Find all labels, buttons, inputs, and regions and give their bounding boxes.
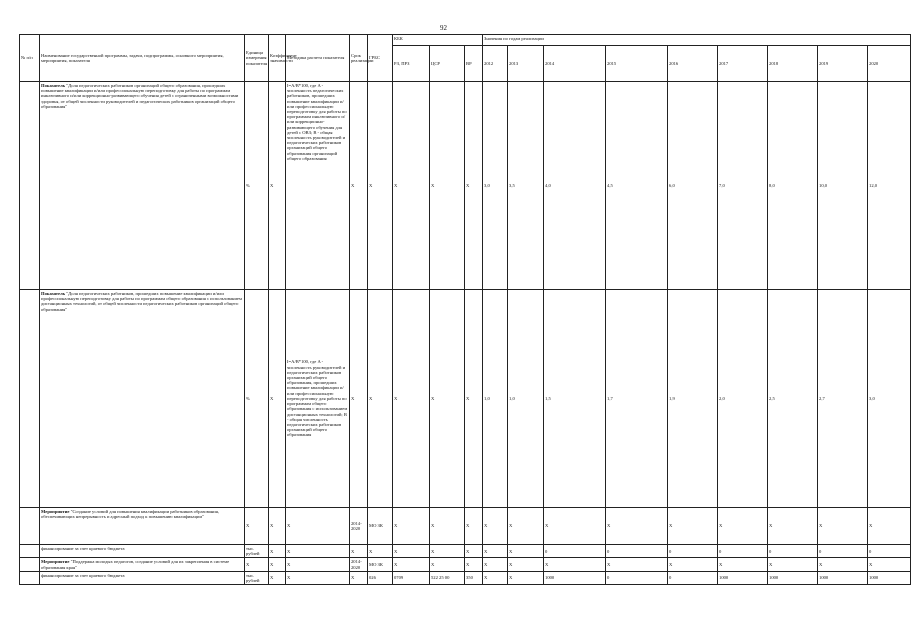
row-value: X	[606, 558, 668, 571]
row-term: 2014-2020	[350, 558, 368, 571]
row-value: 7,0	[718, 82, 768, 290]
header-year: 2012	[483, 46, 508, 82]
row-vr: X	[465, 82, 483, 290]
row-rz: X	[393, 290, 430, 508]
row-value: 2,5	[768, 290, 818, 508]
row-num	[20, 545, 40, 558]
header-num: № п/п	[20, 35, 40, 82]
row-num	[20, 571, 40, 584]
row-value: 0	[768, 545, 818, 558]
row-value: X	[606, 508, 668, 545]
header-unit: Единица измерения показателя	[245, 35, 269, 82]
header-coef: Коэффициент значимости	[269, 35, 286, 82]
row-value: X	[508, 508, 544, 545]
row-value: X	[718, 558, 768, 571]
row-value: 0	[668, 571, 718, 584]
row-name: финансирование за счет краевого бюджета	[40, 571, 245, 584]
row-value: 0	[606, 571, 668, 584]
row-unit: %	[245, 290, 269, 508]
row-vr: X	[465, 290, 483, 508]
row-value: X	[868, 508, 911, 545]
row-value: 3,5	[508, 82, 544, 290]
row-value: X	[483, 545, 508, 558]
row-coef: X	[269, 508, 286, 545]
row-csr: X	[430, 558, 465, 571]
row-name: финансирование за счет краевого бюджета	[40, 545, 245, 558]
header-method: Методика расчета показателя	[286, 35, 350, 82]
row-value: X	[868, 558, 911, 571]
table-row	[20, 571, 911, 584]
row-grbs: X	[368, 545, 393, 558]
row-name: Показатель "Доля педагогических работников, прошедших повышение квалификации и/или профессиональную переподготовку для работы по программам общего образования с использованием дистанционных технологий, от общей численности педагогических работников организаций общего образования"	[40, 290, 245, 508]
row-grbs: 026	[368, 571, 393, 584]
row-value: 0	[544, 545, 606, 558]
row-unit: тыс. рублей	[245, 545, 269, 558]
row-value: X	[483, 508, 508, 545]
row-coef: X	[269, 290, 286, 508]
row-value: X	[768, 558, 818, 571]
row-coef: X	[269, 571, 286, 584]
header-year: 2020	[868, 46, 911, 82]
header-values-title: Значения по годам реализации	[483, 35, 911, 46]
row-rz: 0709	[393, 571, 430, 584]
row-num	[20, 82, 40, 290]
row-term: 2014-2020	[350, 508, 368, 545]
table-row	[20, 508, 911, 545]
header-year: 2016	[668, 46, 718, 82]
row-rz: X	[393, 545, 430, 558]
row-value: 0	[606, 545, 668, 558]
row-value: X	[508, 545, 544, 558]
table-row	[20, 82, 911, 290]
header-kbk: КБК	[393, 35, 483, 46]
row-rz: X	[393, 82, 430, 290]
header-year: 2018	[768, 46, 818, 82]
row-value: X	[483, 558, 508, 571]
header-term: Срок реализации	[350, 35, 368, 82]
row-value: X	[544, 508, 606, 545]
row-value: 1,7	[606, 290, 668, 508]
row-num	[20, 508, 40, 545]
row-vr: X	[465, 508, 483, 545]
row-name: Мероприятие "Создание условий для повышения квалификации работников образования, обеспечивающих непрерывность и адресный подход к повышению квалификации"	[40, 508, 245, 545]
row-value: 1,9	[668, 290, 718, 508]
row-csr: X	[430, 82, 465, 290]
row-value: 0	[818, 545, 868, 558]
row-value: 0	[718, 545, 768, 558]
row-value: 2,0	[718, 290, 768, 508]
header-year: 2014	[544, 46, 606, 82]
row-value: 1000	[818, 571, 868, 584]
row-value: 3,0	[868, 290, 911, 508]
row-value: X	[668, 508, 718, 545]
row-value: 1000	[768, 571, 818, 584]
table-row	[20, 558, 911, 571]
row-value: X	[768, 508, 818, 545]
row-term: X	[350, 571, 368, 584]
row-value: 1,0	[508, 290, 544, 508]
row-value: X	[508, 571, 544, 584]
table-row	[20, 290, 911, 508]
row-value: 3,0	[483, 82, 508, 290]
row-coef: X	[269, 545, 286, 558]
row-term: X	[350, 290, 368, 508]
program-table	[19, 34, 911, 585]
row-term: X	[350, 545, 368, 558]
row-value: 0	[868, 545, 911, 558]
row-num	[20, 290, 40, 508]
row-csr: 522 25 00	[430, 571, 465, 584]
row-method: I=A/B*100, где A - численность педагогических работников, прошедших повышение квалификации и/или профессиональную переподготовку для работы по программам инклюзивного и/или коррекционно-развивающего обучения для детей с ОВЗ; B - общая численность руководителей и педагогических работников организаций общего образования организаций общего образования	[286, 82, 350, 290]
header-grbs: ГРБС	[368, 35, 393, 82]
row-unit: X	[245, 508, 269, 545]
row-method: X	[286, 508, 350, 545]
row-coef: X	[269, 82, 286, 290]
row-value: 6,0	[668, 82, 718, 290]
row-value: 0	[668, 545, 718, 558]
table-row	[20, 545, 911, 558]
row-value: 1,5	[544, 290, 606, 508]
row-value: X	[818, 508, 868, 545]
row-value: 4,0	[544, 82, 606, 290]
row-coef: X	[269, 558, 286, 571]
row-value: 10,0	[818, 82, 868, 290]
row-value: 8,0	[768, 82, 818, 290]
row-method: I=A/B*100, где A - численность руководителей и педагогических работников организаций общего образования, прошедших повышение квалификации и/или профессиональную переподготовку для работы по программам общего образования с использованием дистанционных технологий; B - общая численность педагогических работников организаций общего образования	[286, 290, 350, 508]
header-year: 2019	[818, 46, 868, 82]
row-unit: тыс. рублей	[245, 571, 269, 584]
row-csr: X	[430, 508, 465, 545]
row-csr: X	[430, 290, 465, 508]
row-csr: X	[430, 545, 465, 558]
row-name: Мероприятие "Поддержка молодых педагогов, создание условий для их закрепления в системе образования края"	[40, 558, 245, 571]
row-name: Показатель "Доля педагогических работников организаций общего образования, прошедших повышение квалификации и/или профессиональную переподготовку для работы по программам инклюзивного и/или коррекционно-развивающего обучения детей с ограниченными возможностями здоровья, от общей численности руководителей и педагогических работников организаций общего образования"	[40, 82, 245, 290]
row-value: X	[483, 571, 508, 584]
row-unit: %	[245, 82, 269, 290]
row-value: 1,0	[483, 290, 508, 508]
row-value: 2,7	[818, 290, 868, 508]
row-rz: X	[393, 508, 430, 545]
row-grbs: МО ЗК	[368, 508, 393, 545]
row-value: 1000	[544, 571, 606, 584]
header-csr: ЦСР	[430, 46, 465, 82]
row-value: X	[508, 558, 544, 571]
row-value: X	[718, 508, 768, 545]
row-grbs: МО ЗК	[368, 558, 393, 571]
row-grbs: X	[368, 290, 393, 508]
header-year: 2015	[606, 46, 668, 82]
row-vr: X	[465, 545, 483, 558]
row-vr: X	[465, 558, 483, 571]
header-year: 2013	[508, 46, 544, 82]
row-rz: X	[393, 558, 430, 571]
header-row-1	[20, 35, 911, 46]
header-name: Наименование государственной программы, задачи, подпрограммы, основного мероприятия, мероприятия, показателя	[40, 35, 245, 82]
row-term: X	[350, 82, 368, 290]
header-year: 2017	[718, 46, 768, 82]
header-rz: РЗ, ПРЗ	[393, 46, 430, 82]
row-value: X	[818, 558, 868, 571]
row-value: X	[668, 558, 718, 571]
row-unit: X	[245, 558, 269, 571]
row-method: X	[286, 545, 350, 558]
row-method: X	[286, 558, 350, 571]
row-num	[20, 558, 40, 571]
row-vr: 350	[465, 571, 483, 584]
row-grbs: X	[368, 82, 393, 290]
header-vr: ВР	[465, 46, 483, 82]
page-number: 92	[440, 24, 447, 32]
row-method: X	[286, 571, 350, 584]
row-value: 1000	[718, 571, 768, 584]
row-value: 1000	[868, 571, 911, 584]
row-value: 4,5	[606, 82, 668, 290]
row-value: X	[544, 558, 606, 571]
row-value: 12,0	[868, 82, 911, 290]
